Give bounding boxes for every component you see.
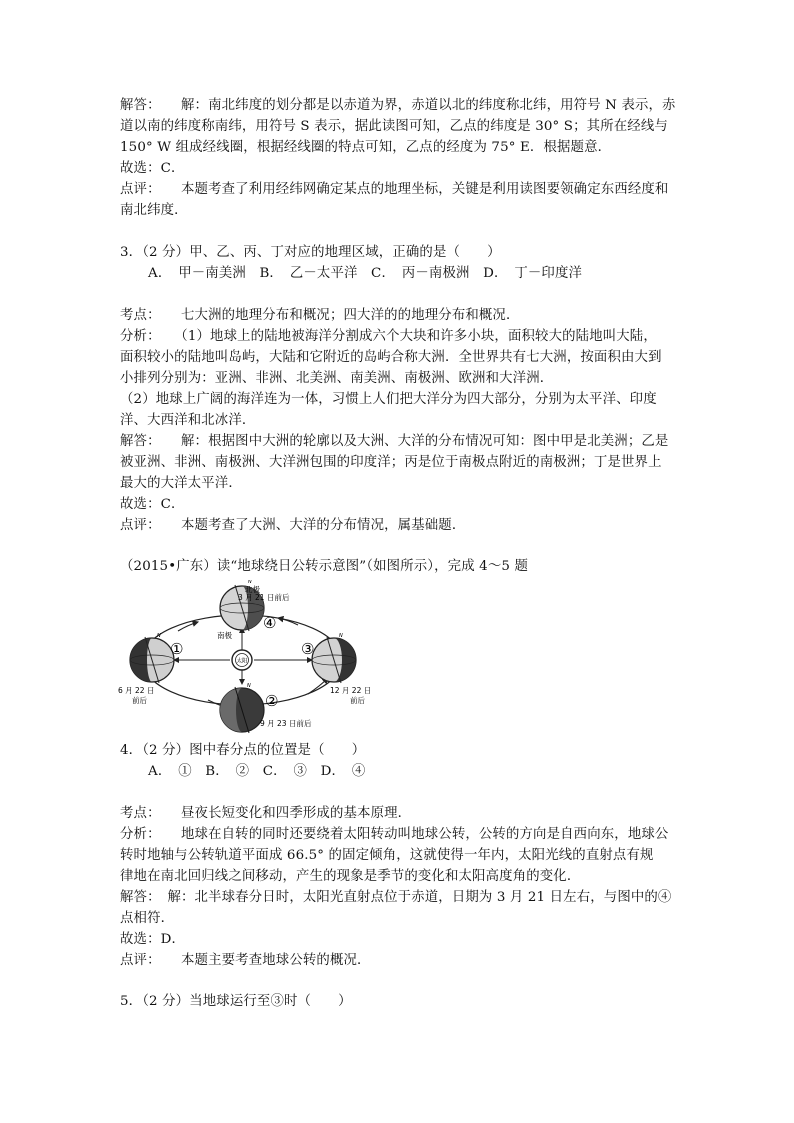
answer-line: 点相符． bbox=[120, 911, 175, 926]
south-pole-label: 南极 bbox=[217, 631, 232, 640]
comment-line: 南北纬度． bbox=[120, 203, 188, 218]
choice-line: 故选：C． bbox=[120, 161, 185, 176]
earth-position-2 bbox=[220, 687, 264, 733]
answer-line: 解答： 解：南北纬度的划分都是以赤道为界，赤道以北的纬度称北纬，用符号 N 表示，赤 bbox=[120, 98, 676, 113]
question-3: 3．（2 分）甲、乙、丙、丁对应的地理区域，正确的是（ ） bbox=[120, 245, 501, 260]
n-symbol: N bbox=[157, 633, 161, 639]
marker-3: ③ bbox=[301, 640, 315, 658]
question-4: 4．（2 分）图中春分点的位置是（ ） bbox=[120, 743, 366, 758]
answer-line: 被亚洲、非洲、南极洲、大洋洲包围的印度洋；丙是位于南极点附近的南极洲；丁是世界上 bbox=[120, 455, 662, 470]
analysis-line: 转时地轴与公转轨道平面成 66.5° 的固定倾角，这就使得一年内，太阳光线的直射点有规 bbox=[120, 848, 654, 863]
topic-line: 考点： 七大洲的地理分布和概况；四大洋的的地理分布和概况． bbox=[120, 308, 520, 323]
choice-line: 故选：C． bbox=[120, 497, 185, 512]
north-pole-label: 北极 bbox=[245, 585, 260, 594]
analysis-line: 小排列分别为：亚洲、非洲、北美洲、南美洲、南极洲、欧洲和大洋洲． bbox=[120, 371, 554, 386]
comment-line: 点评： 本题考查了利用经纬网确定某点的地理坐标，关键是利用读图要领确定东西经度和 bbox=[120, 182, 669, 197]
answer-line: 道以南的纬度称南纬，用符号 S 表示，据此读图可知，乙点的纬度是 30° S；其所在经线与 bbox=[120, 119, 668, 134]
earth-orbit-diagram bbox=[118, 580, 388, 736]
analysis-line: 面积较小的陆地叫岛屿，大陆和它附近的岛屿合称大洲．全世界共有七大洲，按面积由大到 bbox=[120, 350, 662, 365]
n-symbol: N bbox=[339, 633, 343, 639]
n-symbol: N bbox=[248, 580, 252, 585]
comment-line: 点评： 本题考查了大洲、大洋的分布情况，属基础题． bbox=[120, 518, 466, 533]
date-label-bottom: 9 月 23 日前后 bbox=[260, 719, 312, 728]
analysis-line: 洋、大西洋和北冰洋． bbox=[120, 413, 256, 428]
date-label-right: 12 月 22 日 bbox=[330, 686, 372, 695]
earth-position-1 bbox=[130, 637, 174, 683]
question-3-options: A． 甲－南美洲 B． 乙－太平洋 C． 丙－南极洲 D． 丁－印度洋 bbox=[148, 266, 583, 281]
section-heading: （2015•广东）读“地球绕日公转示意图”（如图所示），完成 4～5 题 bbox=[120, 559, 528, 574]
date-label-left: 6 月 22 日 bbox=[118, 686, 155, 695]
earth-position-3 bbox=[312, 637, 356, 683]
date-label-top: 3 月 21 日前后 bbox=[238, 593, 290, 602]
date-label-left-around: 前后 bbox=[132, 696, 147, 705]
choice-line: 故选：D． bbox=[120, 932, 186, 947]
analysis-line: 律地在南北回归线之间移动，产生的现象是季节的变化和太阳高度角的变化． bbox=[120, 869, 581, 884]
comment-line: 点评： 本题主要考查地球公转的概况． bbox=[120, 953, 371, 968]
marker-1: ① bbox=[170, 640, 184, 658]
sun-label: 太阳 bbox=[236, 658, 248, 665]
topic-line: 考点： 昼夜长短变化和四季形成的基本原理． bbox=[120, 806, 412, 821]
analysis-line: （2）地球上广阔的海洋连为一体，习惯上人们把大洋分为四大部分，分别为太平洋、印度 bbox=[120, 392, 657, 407]
n-symbol: N bbox=[247, 683, 251, 689]
answer-line: 150° W 组成经线圈，根据经线圈的特点可知，乙点的经度为 75° E．根据题意． bbox=[120, 140, 612, 155]
marker-4: ④ bbox=[263, 614, 277, 632]
question-5: 5．（2 分）当地球运行至③时（ ） bbox=[120, 994, 352, 1009]
date-label-right-around: 前后 bbox=[350, 696, 365, 705]
answer-line: 解答： 解：北半球春分日时，太阳光直射点位于赤道，日期为 3 月 21 日左右，与图中的④ bbox=[120, 890, 672, 905]
answer-line: 解答： 解：根据图中大洲的轮廓以及大洲、大洋的分布情况可知：图中甲是北美洲；乙是 bbox=[120, 434, 669, 449]
sun bbox=[232, 650, 252, 670]
question-4-options: A． ① B． ② C． ③ D． ④ bbox=[148, 764, 366, 779]
analysis-line: 分析： （1）地球上的陆地被海洋分割成六个大块和许多小块，面积较大的陆地叫大陆， bbox=[120, 329, 657, 344]
analysis-line: 分析： 地球在自转的同时还要绕着太阳转动叫地球公转，公转的方向是自西向东，地球公 bbox=[120, 827, 669, 842]
orbit-arrow bbox=[178, 622, 198, 631]
marker-2: ② bbox=[265, 692, 279, 710]
answer-line: 最大的大洋太平洋． bbox=[120, 476, 242, 491]
